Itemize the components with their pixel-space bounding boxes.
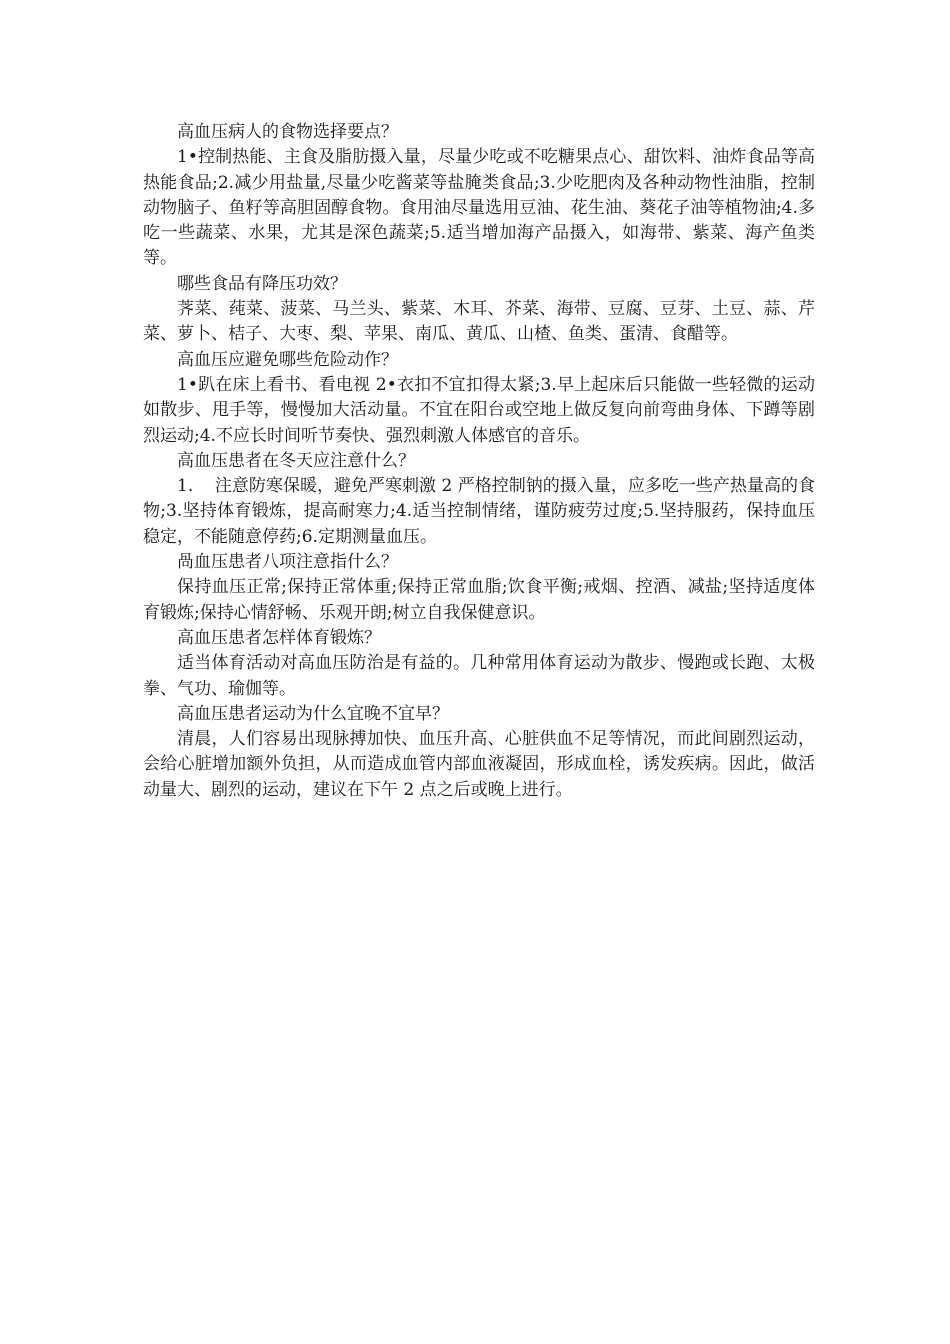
question-winter-precautions: 高血压患者在冬天应注意什么？ [177,450,415,471]
document-body [143,120,815,803]
answer-eight-precautions: 保持血压正常;保持正常体重;保持正常血脂;饮食平衡;戒烟、控酒、减盐;坚持适度体育锻炼;保持心情舒畅、乐观开朗;树立自我保健意识。 [143,577,815,623]
question-food-selection: 高血压病人的食物选择要点？ [177,122,398,142]
answer-food-selection: 1•控制热能、主食及脂肪摄入量，尽量少吃或不吃糖果点心、甜饮料、油炸食品等高热能食品;2.减少用盐量,尽量少吃酱菜等盐腌类食品;3.少吃肥肉及各种动物性油脂，控制动物脑子、鱼籽等高胆固醇食物。食用油尽量选用豆油、花生油、葵花子油等植物油;4.多吃一些蔬菜、水果，尤其是深色蔬菜;5.适当增加海产品摄入，如海带、紫菜、海产鱼类等。 [143,147,815,269]
answer-exercise: 适当体育活动对高血压防治是有益的。几种常用体育运动为散步、慢跑或长跑、太极拳、气功、瑜伽等。 [143,653,815,699]
question-exercise-timing: 高血压患者运动为什么宜晚不宜早？ [177,703,449,724]
answer-winter-precautions: 1. 注意防寒保暖，避免严寒刺激 2 严格控制钠的摄入量，应多吃一些产热量高的食物;3.坚持体育锻炼，提高耐寒力;4.适当控制情绪，谨防疲劳过度;5.坚持服药，保持血压稳定，不能随意停药;6.定期测量血压。 [143,476,815,547]
answer-exercise-timing: 清晨，人们容易出现脉搏加快、血压升高、心脏供血不足等情况，而此间剧烈运动，会给心脏增加额外负担，从而造成血管内部血液凝固，形成血栓，诱发疾病。因此，做活动量大、剧烈的运动，建议在下午 2 点之后或晚上进行。 [143,729,815,800]
question-bp-lowering-foods: 哪些食品有降压功效？ [177,273,347,294]
answer-bp-lowering-foods: 荠菜、莼菜、菠菜、马兰头、紫菜、木耳、芥菜、海带、豆腐、豆芽、土豆、蒜、芹菜、萝卜、桔子、大枣、梨、苹果、南瓜、黄瓜、山楂、鱼类、蛋清、食醋等。 [143,299,815,345]
question-exercise: 高血压患者怎样体育锻炼？ [177,627,381,648]
question-dangerous-actions: 高血压应避免哪些危险动作？ [177,349,398,370]
question-eight-precautions: 咼血压患者八项注意指什么？ [177,552,398,573]
answer-dangerous-actions: 1•趴在床上看书、看电视 2•衣扣不宜扣得太紧;3.早上起床后只能做一些轻微的运动如散步、甩手等，慢慢加大活动量。不宜在阳台或空地上做反复向前弯曲身体、下蹲等剧烈运动;4.不应长时间听节奏快、强烈刺激人体感官的音乐。 [143,374,815,446]
